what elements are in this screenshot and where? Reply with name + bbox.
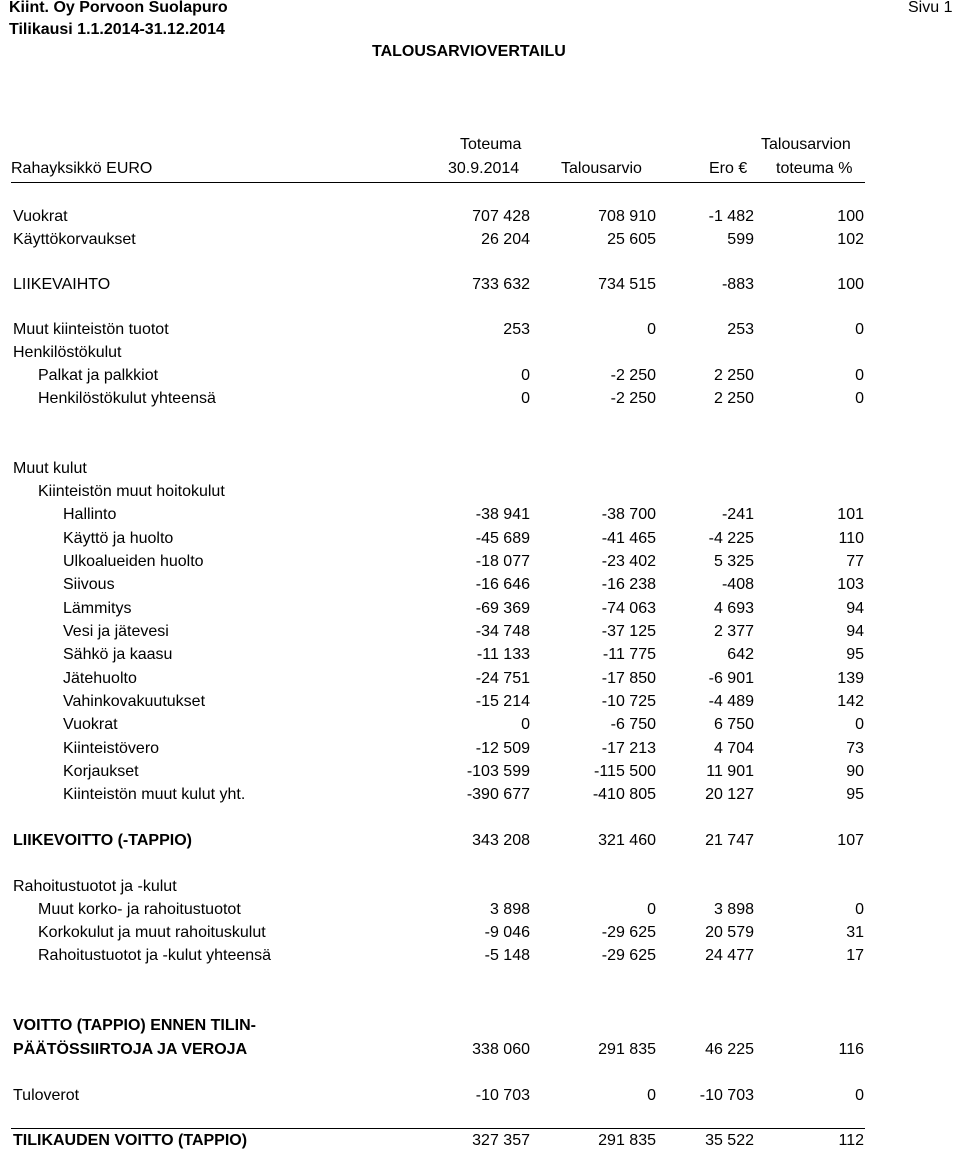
row-label: Muut kiinteistön tuotot: [13, 321, 169, 338]
row-label: Siivous: [63, 576, 115, 593]
table-row: [0, 205, 960, 228]
table-row: [0, 690, 960, 713]
header-rule: [11, 182, 865, 183]
budget-value: -2 250: [610, 390, 656, 407]
budget-value: 25 605: [607, 231, 656, 248]
fiscal-period: Tilikausi 1.1.2014-31.12.2014: [9, 21, 225, 38]
budget-value: -41 465: [601, 530, 656, 547]
table-row: [0, 898, 960, 921]
table-row: [0, 875, 960, 898]
budget-value: 0: [647, 1087, 656, 1104]
row-label: Rahoitustuotot ja -kulut yhteensä: [38, 947, 272, 964]
actual-value: 253: [503, 321, 530, 338]
budget-value: 0: [647, 321, 656, 338]
budget-value: -38 700: [601, 506, 656, 523]
table-row: [0, 1084, 960, 1107]
table-row: [0, 1038, 960, 1061]
pct-value: 0: [855, 1087, 864, 1104]
budget-value: -410 805: [592, 786, 656, 803]
actual-value: -103 599: [466, 763, 530, 780]
actual-value: 733 632: [472, 276, 530, 293]
table-row: [0, 503, 960, 526]
actual-header-line1: Toteuma: [460, 136, 522, 153]
actual-value: 0: [521, 390, 530, 407]
diff-value: 253: [727, 321, 754, 338]
row-label: Vuokrat: [63, 716, 118, 733]
budget-value: -115 500: [594, 763, 656, 780]
budget-value: -10 725: [601, 693, 656, 710]
budget-value: -37 125: [601, 623, 656, 640]
table-row: [0, 527, 960, 550]
table-row: [0, 620, 960, 643]
row-label: Jätehuolto: [63, 670, 137, 687]
pct-value: 107: [837, 832, 864, 849]
actual-value: -45 689: [475, 530, 530, 547]
pct-value: 0: [855, 901, 864, 918]
row-label: Käyttö ja huolto: [63, 530, 174, 547]
diff-value: -4 225: [708, 530, 754, 547]
budget-value: -23 402: [601, 553, 656, 570]
actual-value: -12 509: [475, 740, 530, 757]
pct-header-line1: Talousarvion: [761, 136, 851, 153]
diff-value: 5 325: [713, 553, 754, 570]
budget-value: -2 250: [610, 367, 656, 384]
diff-value: 4 693: [713, 600, 754, 617]
budget-header: Talousarvio: [561, 160, 642, 177]
row-label: Muut korko- ja rahoitustuotot: [38, 901, 241, 918]
diff-value: 46 225: [705, 1041, 754, 1058]
diff-value: -1 482: [708, 208, 754, 225]
diff-value: 599: [727, 231, 754, 248]
row-label: Muut kulut: [13, 460, 87, 477]
diff-value: 642: [727, 646, 754, 663]
actual-value: -9 046: [484, 924, 530, 941]
pct-value: 95: [846, 646, 864, 663]
row-label: Vuokrat: [13, 208, 68, 225]
row-label: Henkilöstökulut yhteensä: [38, 390, 216, 407]
table-row: [0, 597, 960, 620]
table-row: [0, 921, 960, 944]
table-row: [0, 829, 960, 852]
actual-value: -10 703: [475, 1087, 530, 1104]
document-title: TALOUSARVIOVERTAILU: [372, 43, 566, 60]
row-label: Sähkö ja kaasu: [63, 646, 173, 663]
table-row: [0, 1014, 960, 1037]
actual-value: 3 898: [489, 901, 530, 918]
pct-value: 73: [846, 740, 864, 757]
pct-value: 139: [837, 670, 864, 687]
diff-value: 2 377: [713, 623, 754, 640]
table-row: [0, 364, 960, 387]
diff-value: -4 489: [708, 693, 754, 710]
diff-value: 20 127: [705, 786, 754, 803]
table-row: [0, 1129, 960, 1152]
row-label: LIIKEVAIHTO: [13, 276, 111, 293]
pct-value: 31: [846, 924, 864, 941]
table-row: [0, 760, 960, 783]
budget-value: 708 910: [598, 208, 656, 225]
diff-value: 3 898: [713, 901, 754, 918]
diff-header: Ero €: [709, 160, 748, 177]
actual-value: 338 060: [472, 1041, 530, 1058]
row-label: Palkat ja palkkiot: [38, 367, 159, 384]
diff-value: 6 750: [713, 716, 754, 733]
diff-value: 2 250: [713, 367, 754, 384]
budget-value: -6 750: [610, 716, 656, 733]
actual-value: 707 428: [472, 208, 530, 225]
budget-value: -17 850: [601, 670, 656, 687]
unit-header: Rahayksikkö EURO: [11, 160, 153, 177]
actual-value: -18 077: [475, 553, 530, 570]
row-label: TILIKAUDEN VOITTO (TAPPIO): [13, 1132, 248, 1149]
actual-value: -15 214: [475, 693, 530, 710]
pct-value: 94: [846, 600, 864, 617]
pct-value: 0: [855, 716, 864, 733]
budget-value: -29 625: [601, 947, 656, 964]
actual-value: 0: [521, 367, 530, 384]
budget-value: 291 835: [598, 1132, 656, 1149]
actual-value: -38 941: [475, 506, 530, 523]
pct-value: 0: [855, 321, 864, 338]
table-row: [0, 273, 960, 296]
actual-value: -390 677: [466, 786, 530, 803]
pct-value: 0: [855, 390, 864, 407]
pct-value: 95: [846, 786, 864, 803]
table-row: [0, 550, 960, 573]
table-row: [0, 667, 960, 690]
pct-header-line2: toteuma %: [776, 160, 853, 177]
table-row: [0, 713, 960, 736]
diff-value: -10 703: [699, 1087, 754, 1104]
row-label: Hallinto: [63, 506, 117, 523]
row-label: Kiinteistön muut hoitokulut: [38, 483, 225, 500]
budget-value: 734 515: [598, 276, 656, 293]
actual-value: -16 646: [475, 576, 530, 593]
pct-value: 103: [837, 576, 864, 593]
actual-value: 327 357: [472, 1132, 530, 1149]
table-row: [0, 737, 960, 760]
row-label: LIIKEVOITTO (-TAPPIO): [13, 832, 192, 849]
pct-value: 101: [837, 506, 864, 523]
diff-value: 24 477: [705, 947, 754, 964]
table-row: [0, 387, 960, 410]
page-number: Sivu 1: [908, 0, 953, 16]
diff-value: 2 250: [713, 390, 754, 407]
row-label: Vahinkovakuutukset: [63, 693, 206, 710]
pct-value: 116: [838, 1041, 864, 1058]
actual-value: -24 751: [475, 670, 530, 687]
pct-value: 102: [837, 231, 864, 248]
table-row: [0, 643, 960, 666]
row-label: Ulkoalueiden huolto: [63, 553, 204, 570]
row-label: Käyttökorvaukset: [13, 231, 136, 248]
budget-value: 291 835: [598, 1041, 656, 1058]
diff-value: -6 901: [708, 670, 754, 687]
pct-value: 100: [837, 276, 864, 293]
budget-value: 321 460: [598, 832, 656, 849]
budget-value: 0: [647, 901, 656, 918]
actual-value: -69 369: [475, 600, 530, 617]
budget-value: -17 213: [601, 740, 656, 757]
budget-value: -29 625: [601, 924, 656, 941]
pct-value: 142: [837, 693, 864, 710]
diff-value: 11 901: [706, 763, 754, 780]
diff-value: -241: [721, 506, 754, 523]
row-label: Kiinteistön muut kulut yht.: [63, 786, 246, 803]
budget-value: -16 238: [601, 576, 656, 593]
diff-value: -408: [721, 576, 754, 593]
row-label: Kiinteistövero: [63, 740, 160, 757]
diff-value: 4 704: [713, 740, 754, 757]
actual-value: -5 148: [484, 947, 530, 964]
actual-value: 343 208: [472, 832, 530, 849]
row-label: Korjaukset: [63, 763, 139, 780]
actual-header-line2: 30.9.2014: [448, 160, 520, 177]
budget-value: -11 775: [602, 646, 656, 663]
table-row: [0, 573, 960, 596]
actual-value: -11 133: [476, 646, 530, 663]
table-row: [0, 480, 960, 503]
budget-value: -74 063: [601, 600, 656, 617]
table-row: [0, 457, 960, 480]
row-label: VOITTO (TAPPIO) ENNEN TILIN-: [13, 1017, 256, 1034]
table-row: [0, 783, 960, 806]
pct-value: 17: [846, 947, 864, 964]
diff-value: 21 747: [705, 832, 754, 849]
actual-value: 0: [521, 716, 530, 733]
row-label: Korkokulut ja muut rahoituskulut: [38, 924, 266, 941]
pct-value: 90: [846, 763, 864, 780]
table-row: [0, 318, 960, 341]
pct-value: 110: [838, 530, 864, 547]
actual-value: -34 748: [475, 623, 530, 640]
row-label: PÄÄTÖSSIIRTOJA JA VEROJA: [13, 1041, 248, 1058]
table-row: [0, 944, 960, 967]
actual-value: 26 204: [481, 231, 530, 248]
diff-value: 20 579: [705, 924, 754, 941]
company-name: Kiint. Oy Porvoon Suolapuro: [9, 0, 228, 16]
row-label: Tuloverot: [13, 1087, 80, 1104]
pct-value: 0: [855, 367, 864, 384]
table-row: [0, 228, 960, 251]
diff-value: 35 522: [705, 1132, 754, 1149]
pct-value: 77: [846, 553, 864, 570]
pct-value: 94: [846, 623, 864, 640]
pct-value: 100: [837, 208, 864, 225]
diff-value: -883: [721, 276, 754, 293]
pct-value: 112: [838, 1132, 864, 1149]
row-label: Lämmitys: [63, 600, 132, 617]
row-label: Rahoitustuotot ja -kulut: [13, 878, 177, 895]
row-label: Henkilöstökulut: [13, 344, 122, 361]
row-label: Vesi ja jätevesi: [63, 623, 169, 640]
table-row: [0, 341, 960, 364]
